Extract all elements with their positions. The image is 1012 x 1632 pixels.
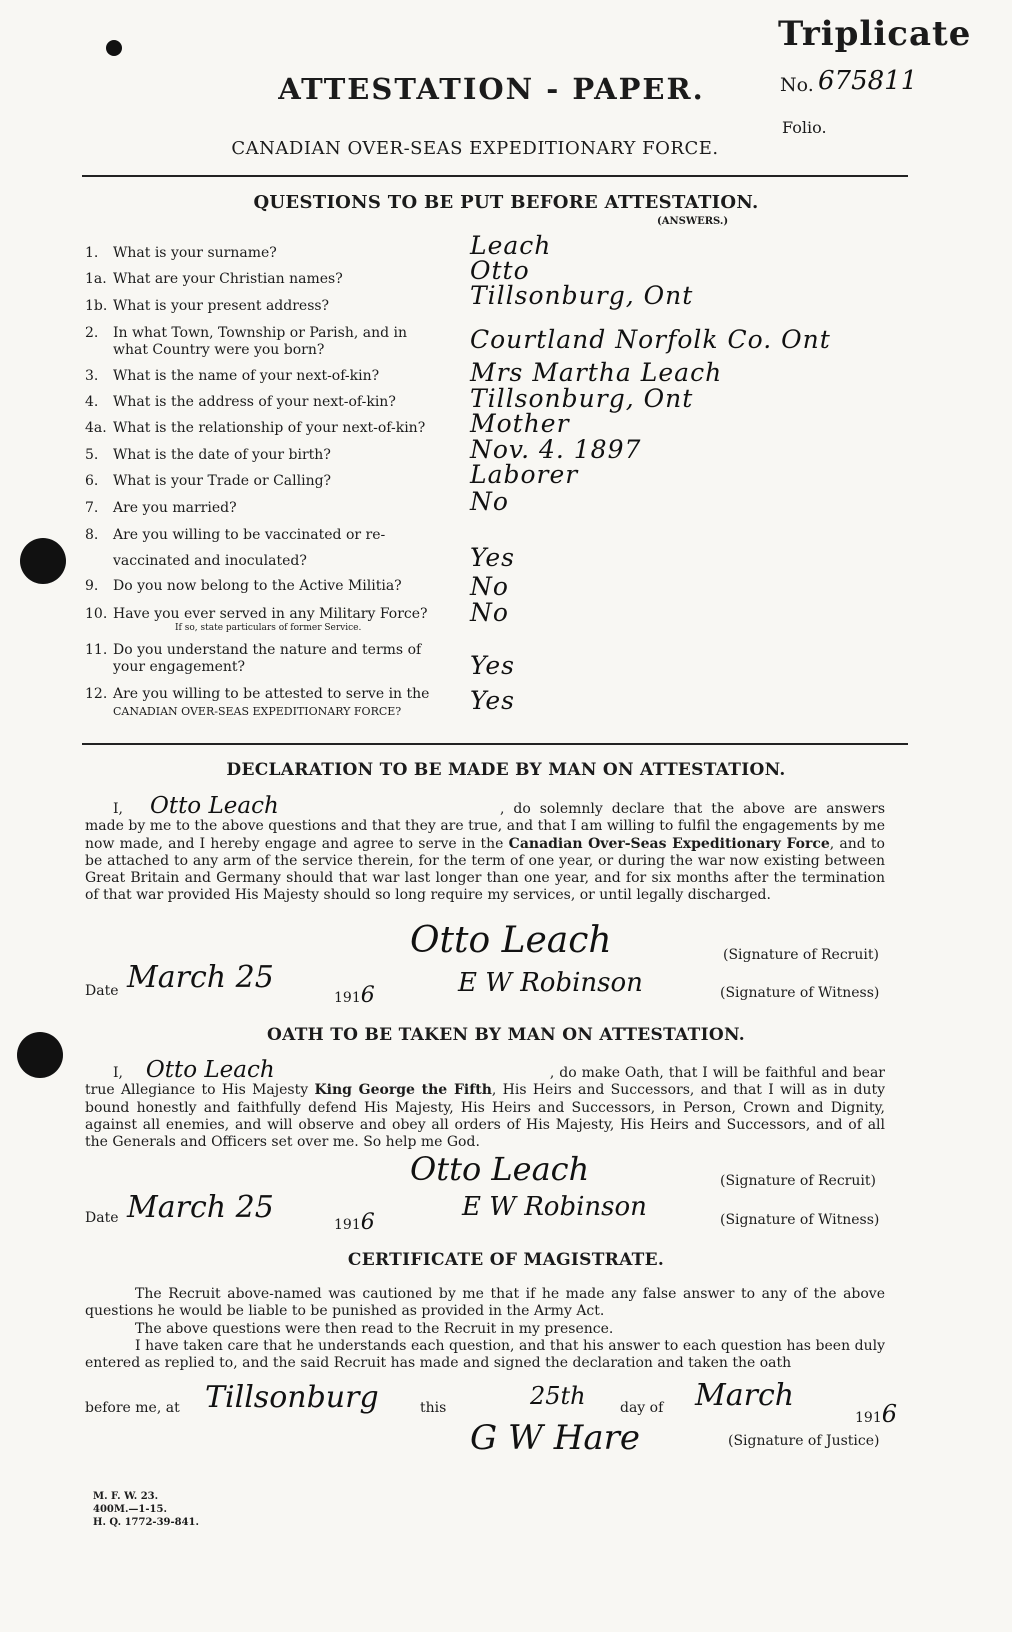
year-prefix: 191: [334, 1217, 361, 1233]
question-number: 6.: [85, 473, 99, 489]
oath-body-1: , do make Oath, that I will be faithful and bear true Allegiance to His Majesty: [85, 1065, 885, 1099]
question-text: 12. Are you willing to be attested to serve in the: [85, 686, 430, 702]
question-number: 1b.: [85, 298, 108, 314]
oath-witness-label: (Signature of Witness): [720, 1212, 880, 1228]
question-row: [85, 642, 421, 676]
question-text: 3. What is the name of your next-of-kin?: [85, 368, 380, 384]
question-row: [85, 325, 407, 359]
question-text: vaccinated and inoculated?: [113, 553, 307, 569]
declaration-recruit-signature: Otto Leach: [410, 920, 612, 961]
form-subtitle: CANADIAN OVER-SEAS EXPEDITIONARY FORCE.: [231, 138, 719, 159]
oath-recruit-label: (Signature of Recruit): [720, 1173, 876, 1189]
question-text: CANADIAN OVER-SEAS EXPEDITIONARY FORCE?: [113, 705, 402, 718]
question-text: 10. Have you ever served in any Military Force?: [85, 606, 428, 622]
question-row: [85, 686, 429, 720]
declaration-body-bold: Canadian Over-Seas Expeditionary Force: [508, 835, 830, 852]
folio-label: Folio.: [782, 118, 827, 137]
declaration-date: March 25: [127, 960, 274, 995]
answer-field: Leach: [470, 231, 552, 260]
oath-date: March 25: [127, 1190, 274, 1225]
question-row: [85, 394, 396, 411]
form-code-1: M. F. W. 23.: [93, 1491, 159, 1502]
answer-field: Tillsonburg, Ont: [470, 281, 694, 310]
declaration-name: Otto Leach: [149, 793, 279, 819]
declaration-year: [334, 983, 375, 1008]
question-text: 1b. What is your present address?: [85, 298, 330, 314]
declaration-prefix: I,: [113, 801, 123, 817]
number-label: No.: [780, 74, 814, 96]
declaration-body-1: , do solemnly declare that the above are answers made by me to the above questions and that they are true, and that I am willing to fulfil the engagements by me now made, and I hereby engage and agree to serve in the: [85, 801, 886, 852]
question-text: 6. What is your Trade or Calling?: [85, 473, 332, 489]
justice-signature: G W Hare: [470, 1418, 641, 1458]
certificate-para-1: The Recruit above-named was cautioned by me that if he made any false answer to any of the above questions he would be liable to be punished as provided in the Army Act.: [85, 1286, 885, 1320]
answer-field: Courtland Norfolk Co. Ont: [470, 325, 831, 354]
question-row: [85, 245, 277, 262]
year-prefix: 191: [334, 990, 361, 1006]
question-text: 4a. What is the relationship of your next-of-kin?: [85, 420, 426, 436]
question-row: [85, 527, 385, 570]
day-of-label: day of: [620, 1400, 664, 1416]
year-suffix: 6: [360, 983, 375, 1008]
question-note: If so, state particulars of former Service.: [175, 623, 362, 633]
declaration-heading: DECLARATION TO BE MADE BY MAN ON ATTESTATION.: [226, 760, 786, 780]
question-number: 10.: [85, 606, 108, 622]
answer-field: No: [470, 572, 509, 601]
form-code-3: H. Q. 1772-39-841.: [93, 1517, 199, 1528]
question-row: [85, 500, 237, 517]
certificate-para-3: I have taken care that he understands each question, and that his answer to each question has been duly entered as replied to, and the said Recruit has made and signed the declaration and taken the oath: [85, 1338, 885, 1372]
declaration-text: [85, 793, 886, 905]
justice-label: (Signature of Justice): [728, 1433, 880, 1449]
questions-heading: QUESTIONS TO BE PUT BEFORE ATTESTATION.: [253, 192, 759, 213]
answer-field: Yes: [470, 651, 515, 680]
question-number: 8.: [85, 527, 99, 543]
answer-field: No: [470, 487, 509, 516]
question-text: 8. Are you willing to be vaccinated or re-: [85, 527, 386, 543]
answer-field: Yes: [470, 686, 515, 715]
question-number: 4.: [85, 394, 99, 410]
regimental-number: 675811: [818, 66, 918, 96]
before-me-label: before me, at: [85, 1400, 180, 1416]
year-suffix: 6: [360, 1210, 375, 1235]
question-text: what Country were you born?: [113, 342, 325, 358]
question-text: 2. In what Town, Township or Parish, and in: [85, 325, 408, 341]
answer-field: Nov. 4. 1897: [470, 435, 642, 464]
answer-field: Otto: [470, 256, 530, 285]
year-prefix: 191: [855, 1410, 882, 1426]
punch-dot-icon: [106, 40, 122, 56]
certificate-year: [855, 1400, 897, 1428]
answer-field: Mother: [470, 409, 570, 438]
divider: [82, 175, 908, 177]
question-text: 1a. What are your Christian names?: [85, 271, 343, 287]
question-text: 11. Do you understand the nature and terms of: [85, 642, 422, 658]
question-text: 4. What is the address of your next-of-kin?: [85, 394, 396, 410]
divider: [82, 743, 908, 745]
question-number: 1a.: [85, 271, 107, 287]
certificate-place: Tillsonburg: [205, 1380, 379, 1415]
question-number: 1.: [85, 245, 99, 261]
oath-prefix: I,: [113, 1065, 123, 1081]
answer-field: Laborer: [470, 460, 579, 489]
declaration-witness-label: (Signature of Witness): [720, 985, 880, 1001]
answer-field: Mrs Martha Leach: [470, 358, 723, 387]
question-row: [85, 578, 402, 595]
copy-type-stamp: Triplicate: [778, 14, 972, 54]
question-number: 12.: [85, 686, 108, 702]
question-row: [85, 447, 331, 464]
question-row: [85, 298, 329, 315]
oath-name: Otto Leach: [145, 1057, 275, 1083]
question-row: [85, 271, 343, 288]
declaration-date-label: Date: [85, 983, 119, 999]
certificate-day: 25th: [530, 1382, 586, 1410]
oath-body-2: , His Heirs and Successors, and that I will as in duty bound honestly and faithfully defend His Majesty, His Heirs and Successors, in Person, Crown and Dignity, against all enemies, and will observe and obey all orders of His Majesty, His Heirs and Successors, and of all the Generals and Officers set over me. So help me God.: [85, 1082, 886, 1151]
question-row: [85, 473, 331, 490]
answer-field: Yes: [470, 543, 515, 572]
question-number: 2.: [85, 325, 99, 341]
oath-witness-signature: E W Robinson: [462, 1192, 647, 1222]
question-number: 3.: [85, 368, 99, 384]
question-text: 9. Do you now belong to the Active Militia?: [85, 578, 402, 594]
oath-recruit-signature: Otto Leach: [410, 1150, 590, 1188]
declaration-witness-signature: E W Robinson: [458, 968, 643, 998]
question-row: [85, 606, 428, 633]
this-label: this: [420, 1400, 447, 1416]
question-text: 1. What is your surname?: [85, 245, 277, 261]
question-number: 9.: [85, 578, 99, 594]
question-row: [85, 368, 379, 385]
form-title: ATTESTATION - PAPER.: [278, 72, 705, 106]
punch-hole-icon: [20, 538, 66, 584]
answer-field: Tillsonburg, Ont: [470, 384, 694, 413]
certificate-para-2: The above questions were then read to the Recruit in my presence.: [135, 1321, 614, 1337]
question-number: 7.: [85, 500, 99, 516]
certificate-month: March: [695, 1378, 795, 1413]
question-row: [85, 420, 425, 437]
oath-body-bold: King George the Fifth: [314, 1082, 492, 1099]
oath-year: [334, 1210, 375, 1235]
question-text: 7. Are you married?: [85, 500, 237, 516]
declaration-body-2: , and to be attached to any arm of the service therein, for the term of one year, or during the war now existing between Great Britain and Germany should that war last longer than one year, and for six months after the termination of that war provided His Majesty should so long require my services, or until legally discharged.: [85, 835, 885, 904]
oath-heading: OATH TO BE TAKEN BY MAN ON ATTESTATION.: [267, 1025, 745, 1045]
question-number: 4a.: [85, 420, 107, 436]
oath-text: [85, 1057, 886, 1151]
question-number: 5.: [85, 447, 99, 463]
question-text: 5. What is the date of your birth?: [85, 447, 331, 463]
oath-date-label: Date: [85, 1210, 119, 1226]
form-code-2: 400M.—1-15.: [93, 1504, 167, 1515]
answer-field: No: [470, 598, 509, 627]
certificate-heading: CERTIFICATE OF MAGISTRATE.: [347, 1250, 665, 1270]
answers-label: (ANSWERS.): [657, 216, 729, 227]
year-suffix: 6: [881, 1400, 898, 1428]
question-text: your engagement?: [113, 659, 246, 675]
question-number: 11.: [85, 642, 108, 658]
form-codes: [93, 1490, 199, 1529]
declaration-recruit-label: (Signature of Recruit): [723, 947, 879, 963]
